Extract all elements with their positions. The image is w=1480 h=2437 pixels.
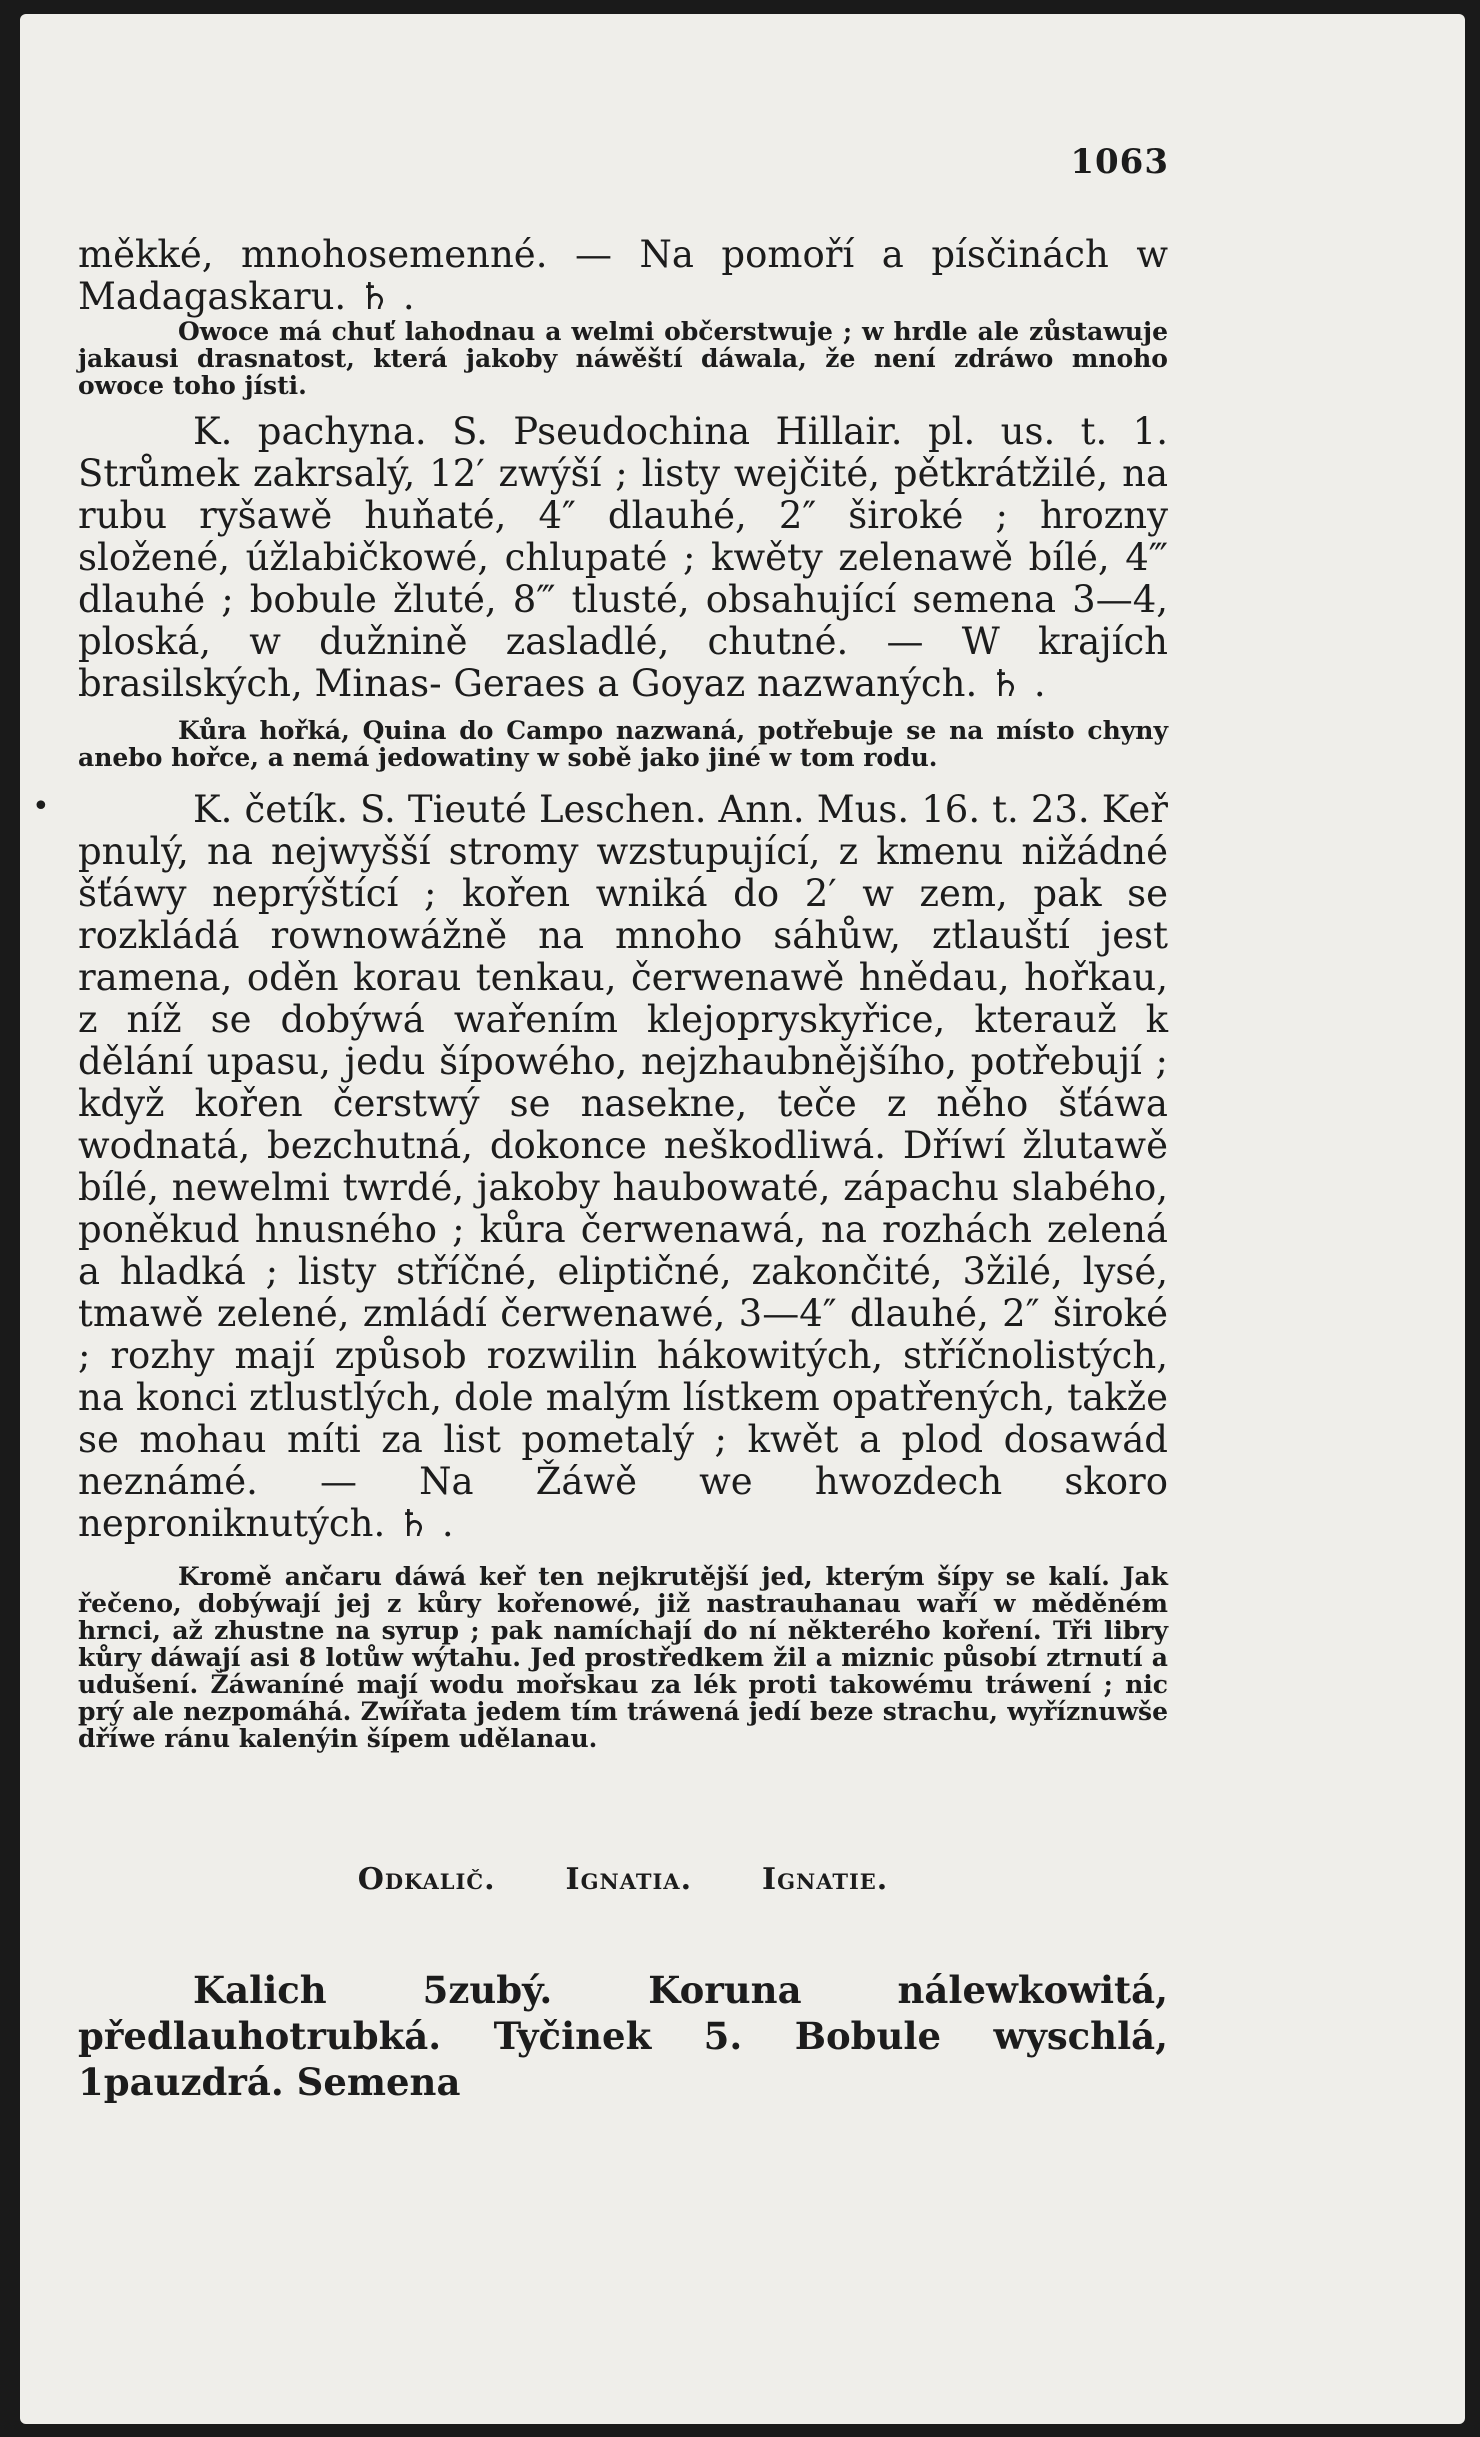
page-content <box>32 233 1168 2105</box>
note-fruit-taste: Owoce má chuť lahodnau a welmi občerstwuje ; w hrdle ale zůstawuje jakausi drasnatost, která jakoby náwěští dáwala, že není zdráwo mnoho owoce toho jísti. <box>78 317 1168 400</box>
genus-name-latin: Ignatia. <box>565 1862 693 1897</box>
margin-dot: • <box>32 789 50 824</box>
genus-name-czech: Odkalič. <box>357 1862 496 1897</box>
note-poison: Kromě ančaru dáwá keř ten nejkrutější jed, kterým šípy se kalí. Jak řečeno, dobýwají jej z kůry kořenowé, již nastrauhanau waří w měděném hrnci, až zhustne na syrup ; pak namíchají do ní některého koření. Tři libry kůry dáwají asi 8 lotůw wýtahu. Jed prostředkem žil a miznic působí ztrnutí a udušení. Žáwaníné mají wodu mořskau za lék proti takowému tráwení ; nic prý ale nezpomáhá. Zwířata jedem tím tráwená jedí beze strachu, wyříznuwše dříwe ránu kalenýin šípem udělanau. <box>78 1562 1168 1753</box>
note-bark-bitter: Kůra hořká, Quina do Campo nazwaná, potřebuje se na místo chyny anebo hořce, a nemá jedowatiny w sobě jako jiné w tom rodu. <box>78 716 1168 772</box>
genus-description: Kalich 5zubý. Koruna nálewkowitá, předlauhotrubká. Tyčinek 5. Bobule wyschlá, 1pauzdrá. Semena <box>78 1968 1168 2104</box>
book-page <box>20 14 1465 2424</box>
paragraph-k-pachyna: K. pachyna. S. Pseudochina Hillair. pl. us. t. 1. Strůmek zakrsalý, 12′ zwýší ; listy wejčité, pětkrátžilé, na rubu ryšawě huňaté, 4″ dlauhé, 2″ široké ; hrozny složené, úžlabičkowé, chlupaté ; kwěty zelenawě bílé, 4‴ dlauhé ; bobule žluté, 8‴ tlusté, obsahující semena 3—4, ploská, w dužnině zasladlé, chutné. — W krajích brasilských, Minas- Geraes a Goyaz nazwaných. ♄ . <box>78 410 1168 705</box>
genus-name-german: Ignatie. <box>762 1862 889 1897</box>
paragraph-fruit-end: měkké, mnohosemenné. — Na pomoří a písčinách w Madagaskaru. ♄ . <box>78 233 1168 318</box>
genus-heading <box>78 1862 1168 1897</box>
paragraph-k-cetik: K. četík. S. Tieuté Leschen. Ann. Mus. 16. t. 23. Keř pnulý, na nejwyšší stromy wzstupující, z kmenu nižádné šťáwy neprýštící ; kořen wniká do 2′ w zem, pak se rozkládá rownowážně na mnoho sáhůw, ztlauští jest ramena, oděn korau tenkau, čerwenawě hnědau, hořkau, z níž se dobýwá wařením klejopryskyřice, kterauž k dělání upasu, jedu šípowého, nejzhaubnějšího, potřebují ; když kořen čerstwý se nasekne, teče z něho šťáwa wodnatá, bezchutná, dokonce neškodliwá. Dříwí žlutawě bílé, newelmi twrdé, jakoby haubowaté, zápachu slabého, poněkud hnusného ; kůra čerwenawá, na rozhách zelená a hladká ; listy stříčné, eliptičné, zakončité, 3žilé, lysé, tmawě zelené, zmládí čerwenawé, 3—4″ dlauhé, 2″ široké ; rozhy mají způsob rozwilin hákowitých, stříčnolistých, na konci ztlustlých, dole malým lístkem opatřených, takže se mohau míti za list pometalý ; kwět a plod dosawád neznámé. — Na Žáwě we hwozdech skoro neproniknutých. ♄ . <box>78 788 1168 1545</box>
page-number: 1063 <box>1070 142 1169 182</box>
